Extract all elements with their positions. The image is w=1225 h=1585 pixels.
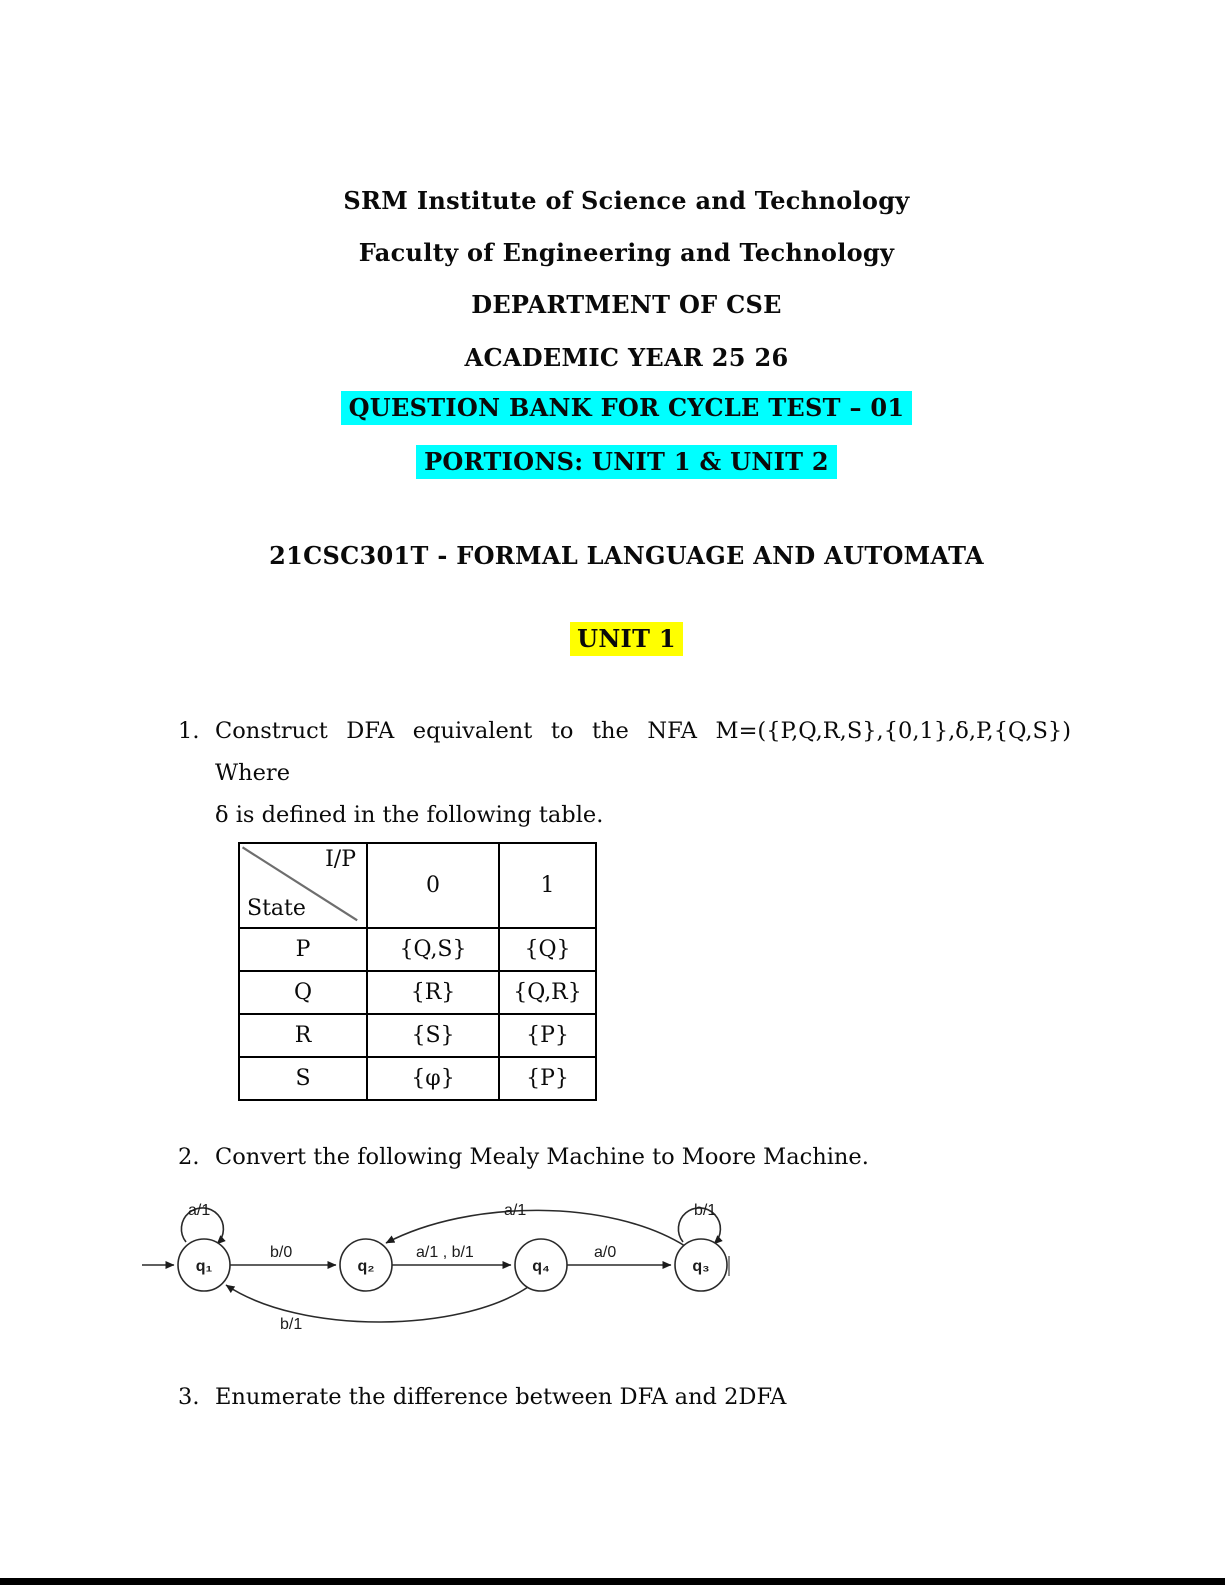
edge-label-q4-q3: a/0 <box>594 1244 617 1261</box>
transition-cell: {φ} <box>367 1057 499 1100</box>
question-1-number: 1. <box>178 718 200 744</box>
unit-1-heading: UNIT 1 <box>570 622 683 656</box>
column-header-1: 1 <box>499 843 596 928</box>
transition-cell: {P} <box>499 1057 596 1100</box>
question-2-text: Convert the following Mealy Machine to Moore Machine. <box>215 1144 869 1170</box>
table-row-R <box>239 1014 596 1057</box>
question-2-number: 2. <box>178 1144 200 1170</box>
edge-label-q3-q2: a/1 <box>504 1202 527 1219</box>
question-1-line-1: Construct DFA equivalent to the NFA M=({P,Q,R,S},{0,1},δ,P,{Q,S}) Where <box>215 718 1071 786</box>
text-cursor-artifact <box>728 1256 730 1276</box>
state-cell: Q <box>239 971 367 1014</box>
state-label-q3: q₃ <box>692 1258 710 1275</box>
state-cell: S <box>239 1057 367 1100</box>
edge-label-q1-q2: b/0 <box>270 1244 293 1261</box>
question-1-body <box>215 710 1075 1101</box>
state-label-q1: q₁ <box>195 1258 213 1275</box>
transition-cell: {Q} <box>499 928 596 971</box>
cycle-test-banner-row <box>178 391 1075 425</box>
question-2 <box>178 1143 1075 1171</box>
question-1 <box>178 710 1075 1101</box>
table-row-Q <box>239 971 596 1014</box>
question-3 <box>178 1383 1075 1411</box>
edge-q4-q1 <box>226 1285 528 1322</box>
unit-heading-row <box>178 622 1075 656</box>
table-row-P <box>239 928 596 971</box>
corner-input-label: I/P <box>325 847 356 872</box>
portions-banner: PORTIONS: UNIT 1 & UNIT 2 <box>416 445 837 479</box>
nfa-transition-table <box>238 842 597 1101</box>
institute-heading: SRM Institute of Science and Technology <box>343 186 910 215</box>
academic-year-heading: ACADEMIC YEAR 25 26 <box>464 343 789 372</box>
portions-banner-row <box>178 445 1075 479</box>
question-3-number: 3. <box>178 1384 200 1410</box>
page-content <box>0 186 1225 1411</box>
edge-label-q4-q1: b/1 <box>280 1316 303 1333</box>
transition-cell: {R} <box>367 971 499 1014</box>
transition-cell: {Q,R} <box>499 971 596 1014</box>
table-header-row <box>239 843 596 928</box>
edge-label-q1-self: a/1 <box>188 1202 211 1219</box>
table-corner-cell <box>239 843 367 928</box>
question-3-text: Enumerate the difference between DFA and 2DFA <box>215 1384 787 1410</box>
table-row-S <box>239 1057 596 1100</box>
page-bottom-border <box>0 1578 1225 1585</box>
edge-label-q3-self: b/1 <box>694 1202 717 1219</box>
corner-state-label: State <box>247 896 306 921</box>
transition-cell: {S} <box>367 1014 499 1057</box>
state-cell: P <box>239 928 367 971</box>
mealy-machine-svg <box>140 1193 780 1343</box>
faculty-heading: Faculty of Engineering and Technology <box>358 238 895 267</box>
edge-label-q2-q4: a/1 , b/1 <box>416 1244 474 1261</box>
transition-cell: {Q,S} <box>367 928 499 971</box>
question-1-line-2: δ is defined in the following table. <box>215 802 604 828</box>
mealy-machine-diagram <box>140 1193 780 1343</box>
state-label-q4: q₄ <box>532 1258 550 1275</box>
state-cell: R <box>239 1014 367 1057</box>
department-heading: DEPARTMENT OF CSE <box>471 290 782 319</box>
course-title: 21CSC301T - FORMAL LANGUAGE AND AUTOMATA <box>269 541 984 570</box>
cycle-test-banner: QUESTION BANK FOR CYCLE TEST – 01 <box>341 391 913 425</box>
column-header-0: 0 <box>367 843 499 928</box>
transition-cell: {P} <box>499 1014 596 1057</box>
state-label-q2: q₂ <box>357 1258 375 1275</box>
